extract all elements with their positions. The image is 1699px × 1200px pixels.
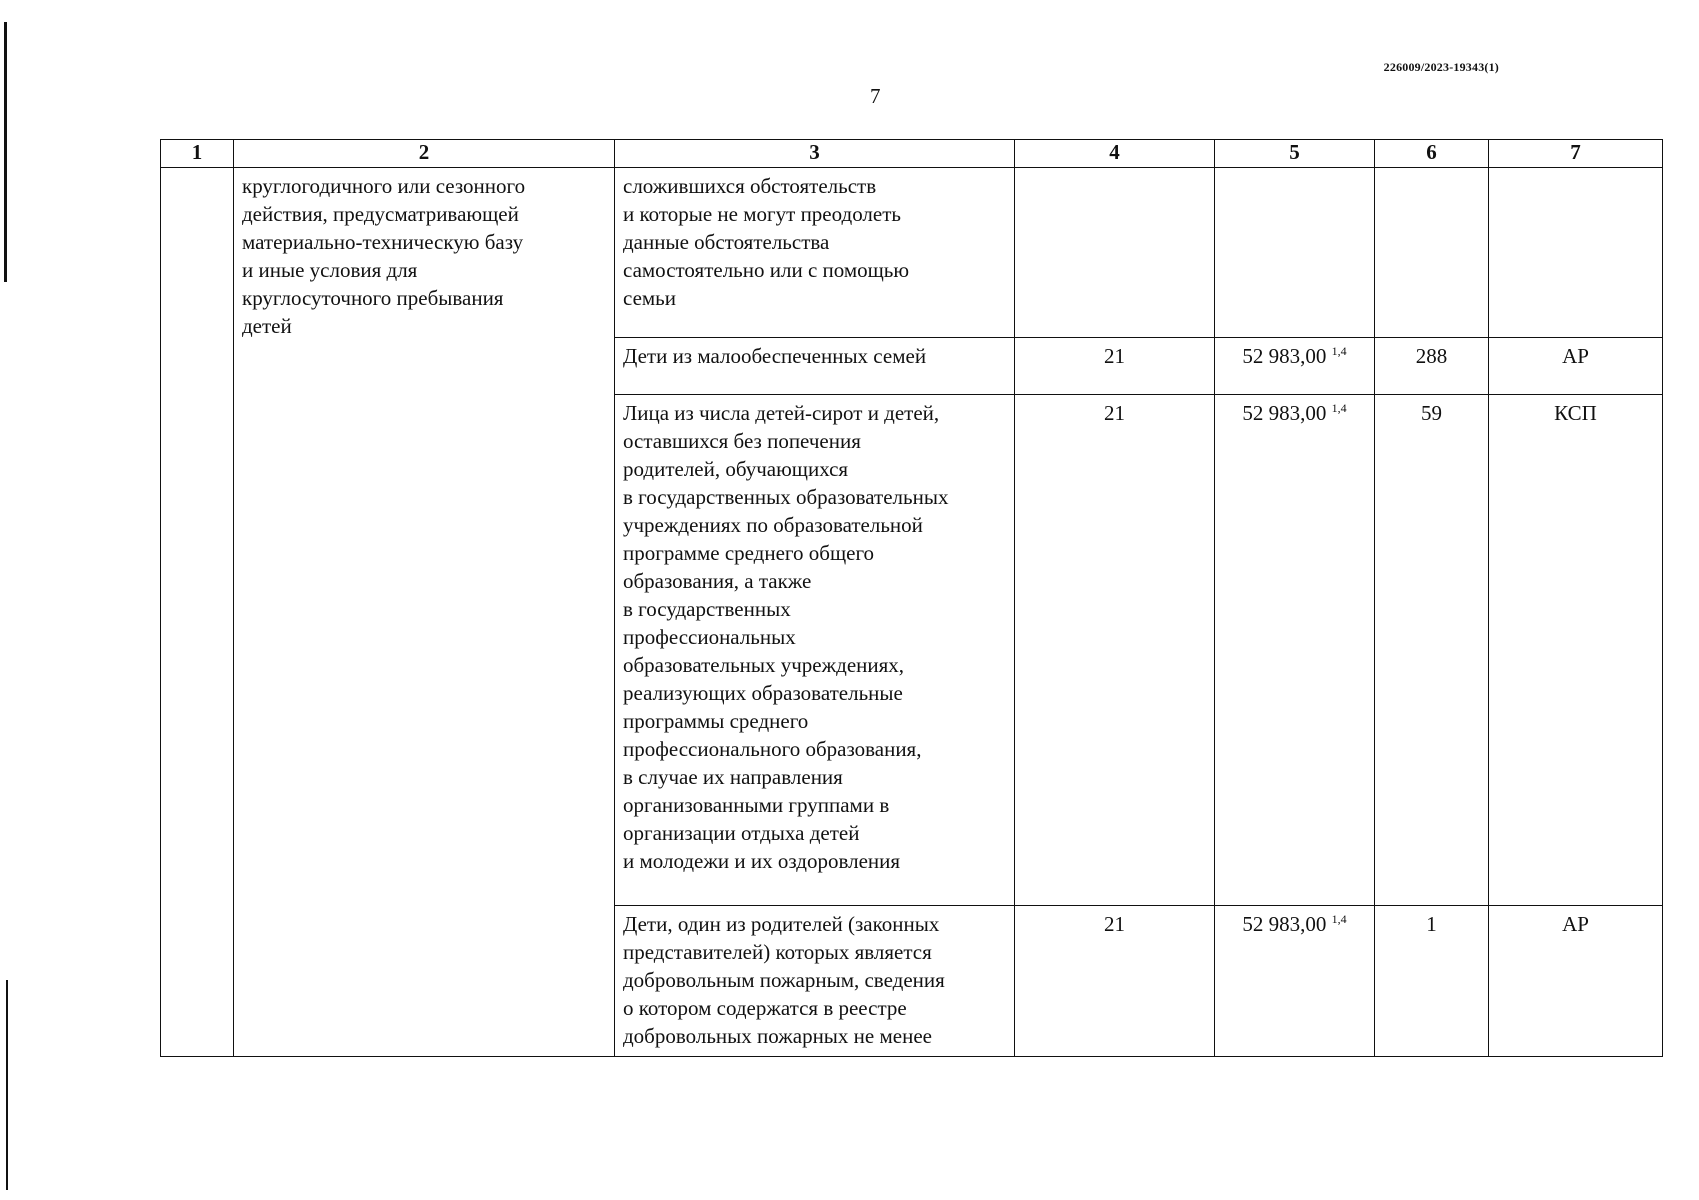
count-cell: 1 (1375, 906, 1489, 1057)
days-cell: 21 (1015, 906, 1215, 1057)
category-cell: Дети из малообеспеченных семей (615, 338, 1015, 395)
document-id: 226009/2023-19343(1) (1383, 60, 1499, 74)
allocation-table (160, 139, 1663, 1057)
column-header: 3 (615, 140, 1015, 168)
cost-value: 52 983,00 (1242, 401, 1327, 425)
column-header: 4 (1015, 140, 1215, 168)
scan-edge-left-top (4, 22, 7, 282)
category-cell: сложившихся обстоятельств и которые не могут преодолеть данные обстоятельства самостоятельно или с помощью семьи (615, 168, 1015, 338)
cost-value: 52 983,00 (1242, 344, 1327, 368)
organization-cell: АР (1489, 338, 1663, 395)
column-header: 2 (234, 140, 615, 168)
count-cell: 59 (1375, 395, 1489, 906)
days-cell: 21 (1015, 395, 1215, 906)
days-cell: 21 (1015, 338, 1215, 395)
institution-type-cell: круглогодичного или сезонного действия, предусматривающей материально-техническую базу и иные условия для круглосуточного пребывания детей (234, 168, 615, 1057)
page-number: 7 (870, 84, 881, 108)
cost-cell (1215, 168, 1375, 338)
column-header: 7 (1489, 140, 1663, 168)
row-number-cell (161, 168, 234, 1057)
cost-value: 52 983,00 (1242, 912, 1327, 936)
days-cell (1015, 168, 1215, 338)
count-cell: 288 (1375, 338, 1489, 395)
cost-cell (1215, 906, 1375, 1057)
column-header: 1 (161, 140, 234, 168)
column-header: 5 (1215, 140, 1375, 168)
organization-cell: АР (1489, 906, 1663, 1057)
category-cell: Лица из числа детей-сирот и детей, оставшихся без попечения родителей, обучающихся в государственных образовательных учреждениях по образовательной программе среднего общего образования, а также в государственных профессиональных образовательных учреждениях, реализующих образовательные программы среднего профессионального образования, в случае их направления организованными группами в организации отдыха детей и молодежи и их оздоровления (615, 395, 1015, 906)
cost-cell (1215, 338, 1375, 395)
organization-cell: КСП (1489, 395, 1663, 906)
count-cell (1375, 168, 1489, 338)
table-header-row (161, 140, 1663, 168)
column-header: 6 (1375, 140, 1489, 168)
scan-edge-left-bottom (6, 980, 8, 1190)
category-cell: Дети, один из родителей (законных представителей) которых является добровольным пожарным, сведения о котором содержатся в реестре добровольных пожарных не менее (615, 906, 1015, 1057)
cost-footnote: 1,4 (1331, 912, 1347, 926)
organization-cell (1489, 168, 1663, 338)
table-row (161, 168, 1663, 338)
cost-footnote: 1,4 (1331, 401, 1347, 415)
cost-footnote: 1,4 (1331, 344, 1347, 358)
cost-cell (1215, 395, 1375, 906)
